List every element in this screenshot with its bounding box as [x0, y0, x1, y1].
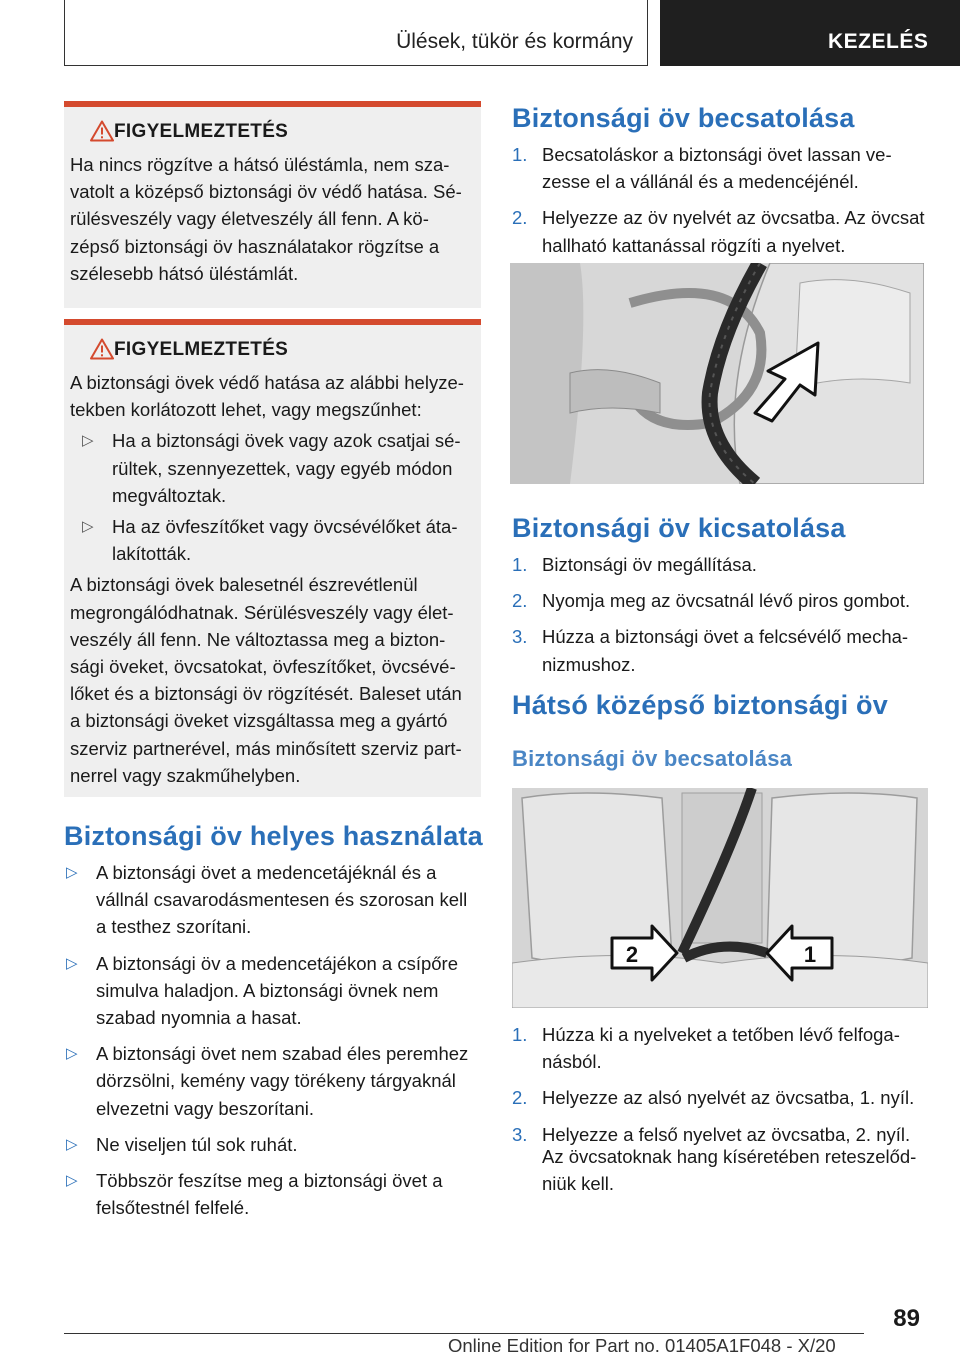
step-item: 1. Biztonsági öv megállítása. [512, 554, 757, 575]
step-item: 1. Húzza ki a nyelveket a tetőben lévő felfoga- násból. [512, 1024, 900, 1073]
warning-triangle-icon [90, 120, 114, 142]
triangle-bullet-icon: ▷ [82, 432, 94, 450]
front-seat-belt-image [510, 263, 924, 484]
warning-list [70, 427, 473, 567]
page-number: 89 [893, 1305, 920, 1332]
usage-list [64, 859, 484, 1230]
triangle-bullet-icon: ▷ [66, 1045, 78, 1063]
section-title: Ülések, tükör és kormány [396, 30, 633, 53]
header-box [64, 0, 648, 66]
step-item: 2. Nyomja meg az övcsatnál lévő piros gombot. [512, 590, 911, 612]
list-item: ▷ Ha a biztonsági övek vagy azok csatjai sé- rültek, szennyezettek, vagy egyéb módon megváltoztak. [70, 427, 473, 509]
arrow-label-2: 2 [625, 942, 639, 967]
triangle-bullet-icon: ▷ [82, 518, 94, 536]
section-heading-unfasten: Biztonsági öv kicsatolása [512, 513, 846, 543]
warning-text: Ha nincs rögzítve a hátsó üléstámla, nem sza- vatolt a középső biztonsági öv védő hatása. Sé- rülésveszély vagy életveszély áll fenn. A kö- zépső biztonsági öv használatakor rögzítse a szélesebb hátsó üléstámlát. [70, 154, 462, 284]
warning-title: FIGYELMEZTETÉS [70, 335, 473, 365]
step-item: 3. Helyezze a felső nyelvet az övcsatba, 2. nyíl. [512, 1123, 911, 1145]
rear-steps [512, 1021, 932, 1157]
warning-box-1 [64, 101, 481, 308]
warning-triangle-icon [90, 338, 114, 360]
triangle-bullet-icon: ▷ [66, 954, 78, 972]
footer-edition: Online Edition for Part no. 01405A1F048 - X/20 [448, 1335, 836, 1356]
list-item: ▷ Ha az övfeszítőket vagy övcsévélőket áta- lakították. [70, 513, 473, 567]
warning-title: FIGYELMEZTETÉS [70, 117, 473, 147]
arrow-label-1: 1 [803, 942, 817, 967]
fasten-steps [512, 141, 932, 268]
step-item: 2. Helyezze az alsó nyelvét az övcsatba, 1. nyíl. [512, 1087, 915, 1109]
warning-outro: A biztonsági övek balesetnél észrevétlenül megrongálódhatnak. Sérülésveszély vagy élet- veszély áll fenn. Ne változtassa meg a bizton- sági öveket, övcsatokat, övfeszítőket, övcsévé- lőket és a biztonsági öv rögzítését. Baleset után a biztonsági öveket vizsgáltassa meg a gyártó szerviz partnerével, más minősített szerviz part- nerrel vagy szakműhelyben. [70, 574, 462, 786]
list-item: ▷ A biztonsági övet nem szabad éles peremhez dörzsölni, kemény vagy törékeny tárgyaknál elvezetni vagy beszorítani. [64, 1040, 484, 1122]
triangle-bullet-icon: ▷ [66, 1135, 78, 1153]
list-item: ▷ Ne viseljen túl sok ruhát. [64, 1131, 484, 1158]
triangle-bullet-icon: ▷ [66, 1172, 78, 1190]
rear-note: Az övcsatoknak hang kíséretében reteszelőd- niük kell. [542, 1146, 917, 1195]
triangle-bullet-icon: ▷ [66, 864, 78, 881]
subheading-rear-fasten: Biztonsági öv becsatolása [512, 746, 793, 771]
section-heading-fasten: Biztonsági öv becsatolása [512, 103, 855, 133]
unfasten-steps [512, 551, 932, 687]
section-heading-rear: Hátsó középső biztonsági öv [512, 690, 888, 720]
list-item: ▷ Többször feszítse meg a biztonsági övet a felsőtestnél felfelé. [64, 1167, 484, 1221]
list-item: ▷ A biztonsági övet a medencetájéknál és a vállnál csavarodásmentesen és szorosan kell a testhez szorítani. [64, 859, 484, 941]
chapter-label: KEZELÉS [828, 30, 929, 53]
warning-box-2 [64, 319, 481, 797]
chapter-tab [660, 0, 960, 66]
list-item: ▷ A biztonsági öv a medencetájékon a csípőre simulva haladjon. A biztonsági övnek nem szabad nyomnia a hasat. [64, 950, 484, 1032]
step-item: 3. Húzza a biztonsági övet a felcsévélő mecha- nizmushoz. [512, 626, 909, 675]
rear-belt-illustration [512, 788, 928, 1008]
section-heading-usage: Biztonsági öv helyes használata [64, 821, 483, 851]
step-item: 2. Helyezze az öv nyelvét az övcsatba. Az övcsat hallható kattanással rögzíti a nyelvet. [512, 207, 925, 256]
footer-divider [64, 1333, 864, 1334]
seat-belt-illustration [510, 263, 924, 484]
warning-intro: A biztonsági övek védő hatása az alábbi helyze- tekben korlátozott lehet, vagy megszűnhet: [70, 372, 464, 421]
step-item: 1. Becsatoláskor a biztonsági övet lassan ve- zesse el a vállánál és a medencéjénél. [512, 144, 892, 193]
rear-seat-belt-image [512, 788, 928, 1008]
